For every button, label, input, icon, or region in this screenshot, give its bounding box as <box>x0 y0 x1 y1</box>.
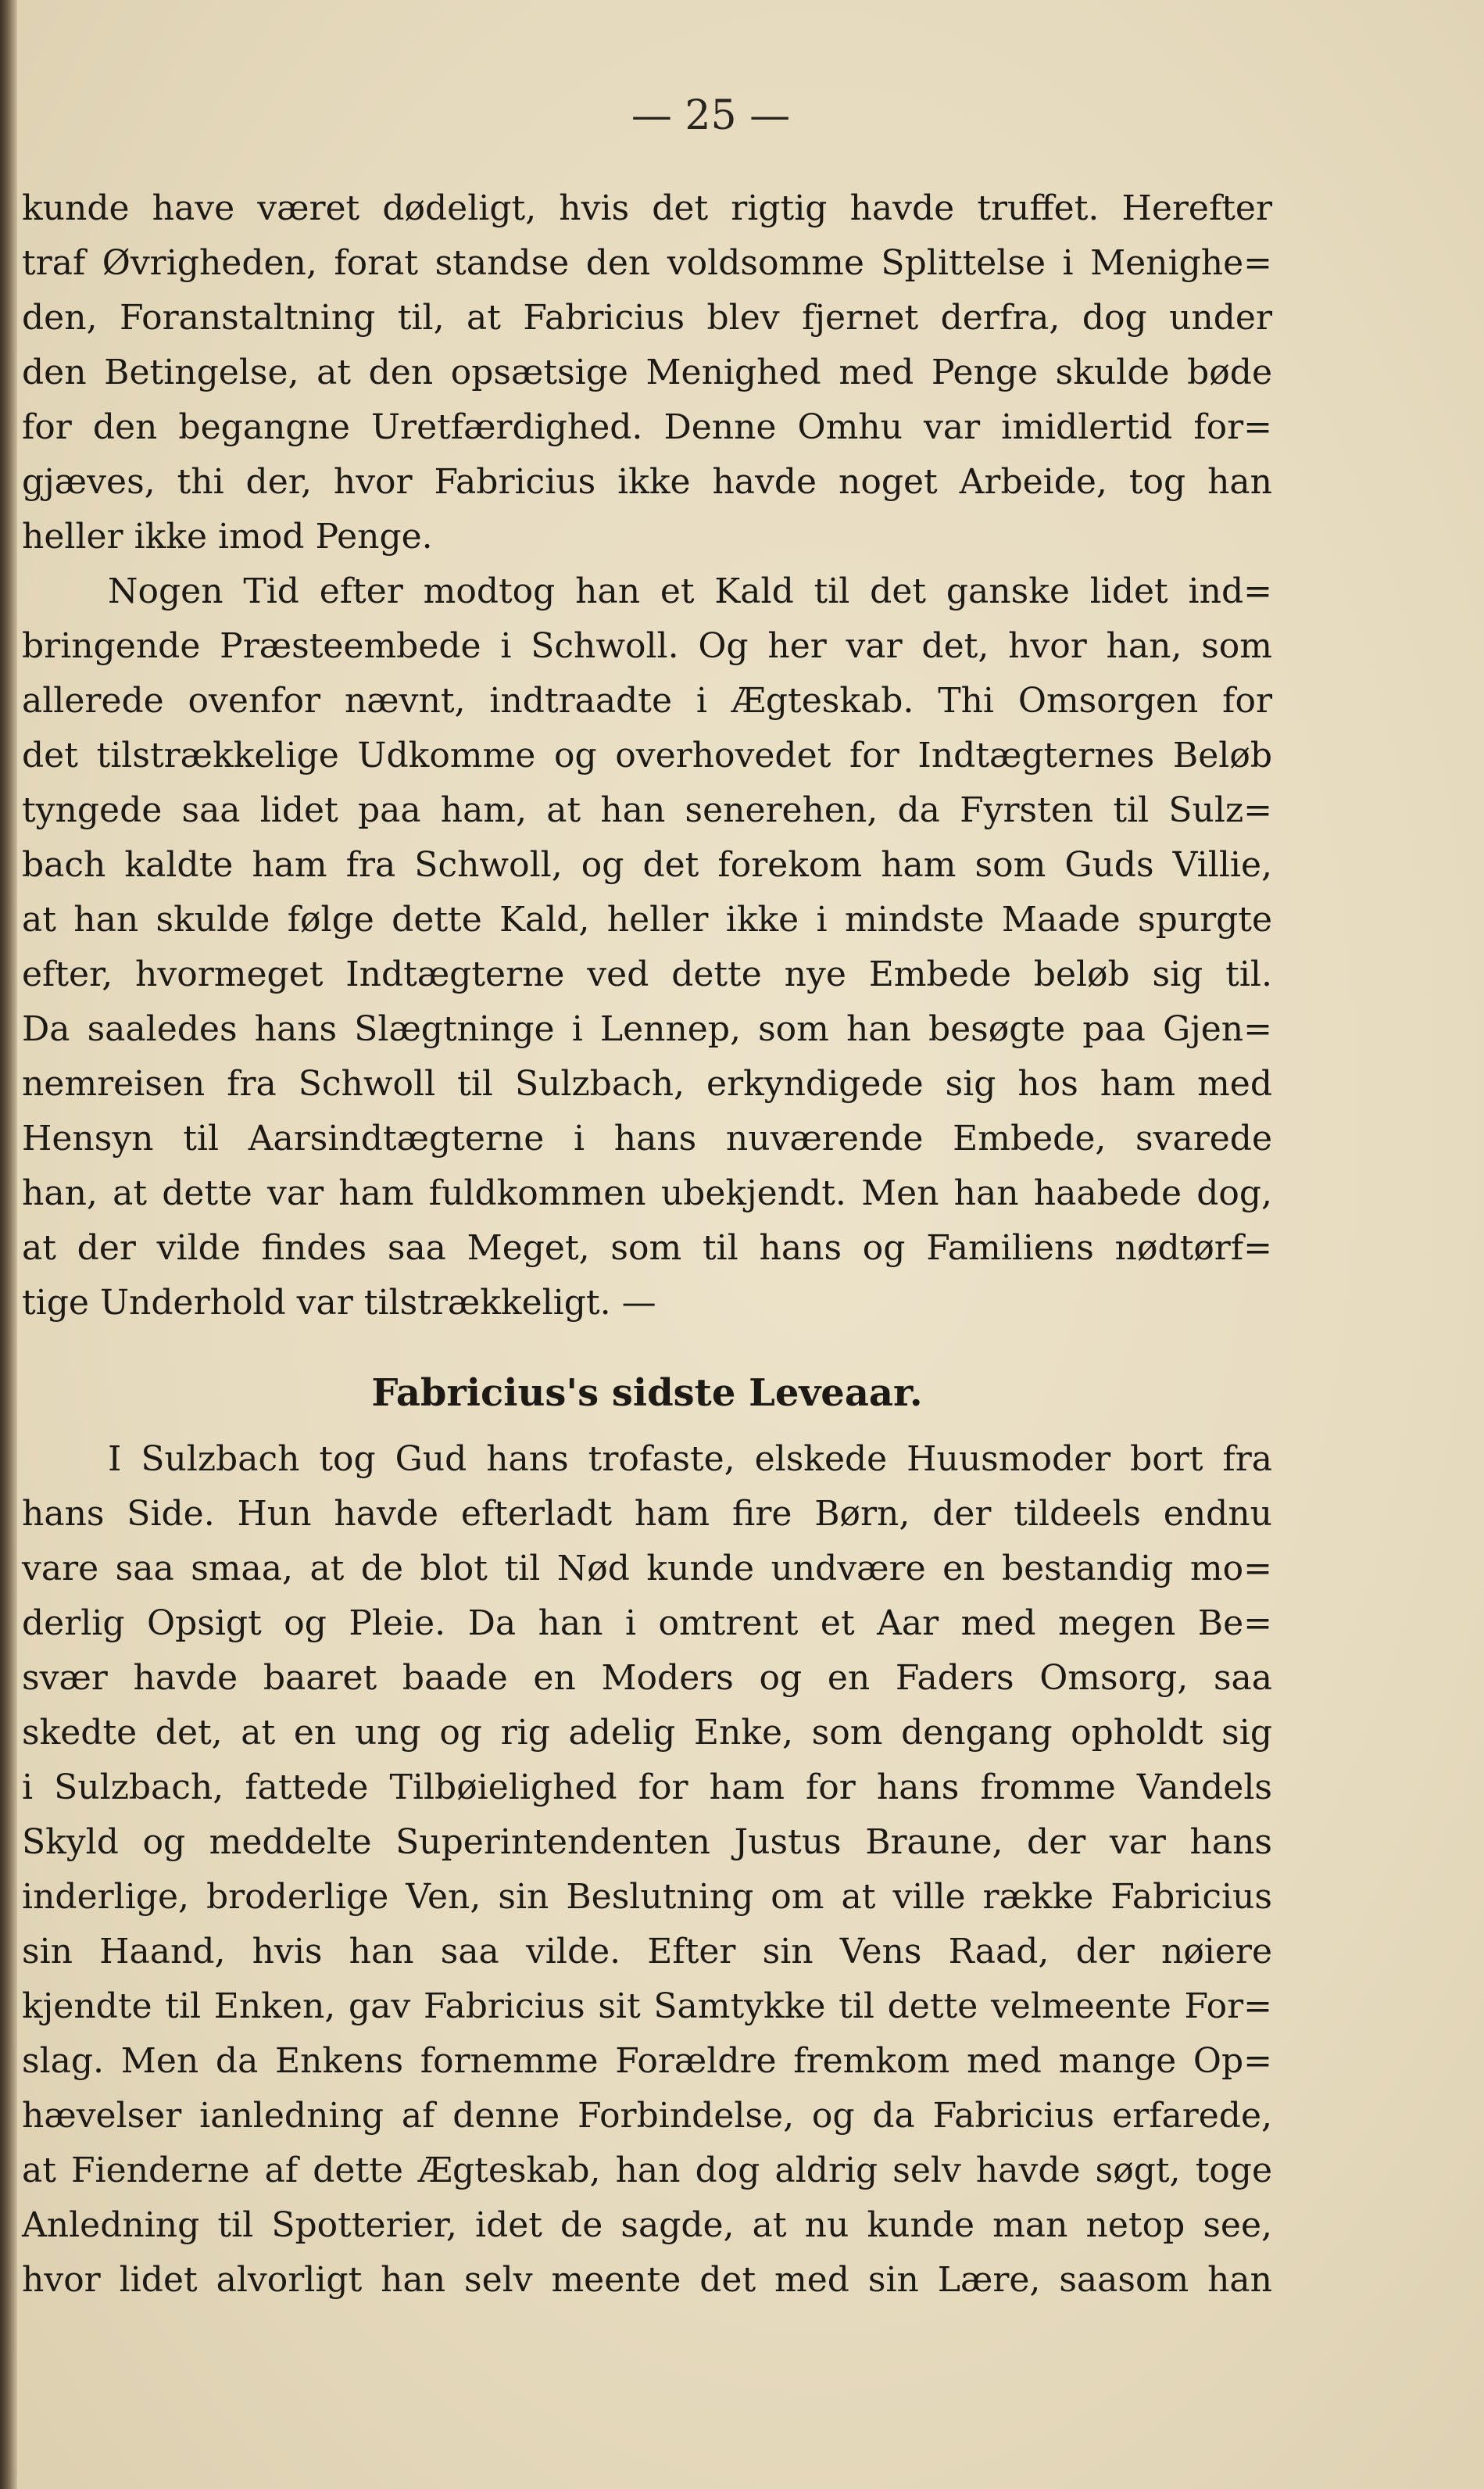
text-line: Skyld og meddelte Superintendenten Justus Braune, der var hans <box>22 1822 1272 1862</box>
text-line: tyngede saa lidet paa ham, at han senerehen, da Fyrsten til Sulz= <box>22 790 1272 830</box>
page-number: — 25 — <box>631 92 791 139</box>
text-line: nemreisen fra Schwoll til Sulzbach, erkyndigede sig hos ham med <box>22 1064 1272 1104</box>
book-spine-shadow <box>0 0 17 2489</box>
text-line: I Sulzbach tog Gud hans trofaste, elskede Huusmoder bort fra <box>108 1439 1272 1479</box>
text-line: den, Foranstaltning til, at Fabricius blev fjernet derfra, dog under <box>22 298 1272 338</box>
body-text <box>22 181 1272 2308</box>
paragraph-3 <box>22 1432 1272 2308</box>
text-line: den Betingelse, at den opsætsige Menighed med Penge skulde bøde <box>22 353 1272 392</box>
text-line: skedte det, at en ung og rig adelig Enke, som dengang opholdt sig <box>22 1713 1272 1753</box>
text-line: at Fienderne af dette Ægteskab, han dog aldrig selv havde søgt, toge <box>22 2151 1272 2190</box>
text-line: hævelser ianledning af denne Forbindelse, og da Fabricius erfarede, <box>22 2096 1272 2136</box>
text-line: derlig Opsigt og Pleie. Da han i omtrent et Aar med megen Be= <box>22 1603 1272 1643</box>
text-line: bringende Præsteembede i Schwoll. Og her var det, hvor han, som <box>22 626 1272 666</box>
text-line: Hensyn til Aarsindtægterne i hans nuværende Embede, svarede <box>22 1119 1272 1159</box>
text-line: inderlige, broderlige Ven, sin Beslutning om at ville række Fabricius <box>22 1877 1272 1917</box>
paragraph-1 <box>22 181 1272 564</box>
text-line: kunde have været dødeligt, hvis det rigtig havde truffet. Herefter <box>22 188 1272 228</box>
text-line: slag. Men da Enkens fornemme Forældre fremkom med mange Op= <box>22 2041 1272 2081</box>
text-line: bach kaldte ham fra Schwoll, og det forekom ham som Guds Villie, <box>22 845 1272 885</box>
text-line: Da saaledes hans Slægtninge i Lennep, som han besøgte paa Gjen= <box>22 1009 1272 1049</box>
text-line: Anledning til Spotterier, idet de sagde, at nu kunde man netop see, <box>22 2205 1272 2245</box>
text-line: hans Side. Hun havde efterladt ham fire Børn, der tildeels endnu <box>22 1494 1272 1534</box>
text-line: tige Underhold var tilstrækkeligt. — <box>22 1283 656 1323</box>
paragraph-2 <box>22 564 1272 1330</box>
text-line: traf Øvrigheden, forat standse den voldsomme Splittelse i Menighe= <box>22 243 1272 283</box>
text-line: at han skulde følge dette Kald, heller ikke i mindste Maade spurgte <box>22 900 1272 940</box>
text-line: svær havde baaret baade en Moders og en Faders Omsorg, saa <box>22 1658 1272 1698</box>
text-line: han, at dette var ham fuldkommen ubekjendt. Men han haabede dog, <box>22 1173 1272 1213</box>
section-heading: Fabricius's sidste Leveaar. <box>371 1371 923 1415</box>
text-line: hvor lidet alvorligt han selv meente det med sin Lære, saasom han <box>22 2260 1272 2300</box>
text-line: allerede ovenfor nævnt, indtraadte i Ægteskab. Thi Omsorgen for <box>22 681 1272 721</box>
text-line: kjendte til Enken, gav Fabricius sit Samtykke til dette velmeente For= <box>22 1986 1272 2026</box>
text-line: heller ikke imod Penge. <box>22 517 433 557</box>
text-line: efter, hvormeget Indtægterne ved dette nye Embede beløb sig til. <box>22 954 1272 994</box>
text-line: i Sulzbach, fattede Tilbøielighed for ham for hans fromme Vandels <box>22 1767 1272 1807</box>
text-line: at der vilde findes saa Meget, som til hans og Familiens nødtørf= <box>22 1228 1272 1268</box>
text-line: sin Haand, hvis han saa vilde. Efter sin Vens Raad, der nøiere <box>22 1932 1272 1972</box>
text-line: Nogen Tid efter modtog han et Kald til det ganske lidet ind= <box>108 571 1272 611</box>
text-line: gjæves, thi der, hvor Fabricius ikke havde noget Arbeide, tog han <box>22 462 1272 502</box>
text-line: det tilstrækkelige Udkomme og overhovedet for Indtægternes Beløb <box>22 736 1272 775</box>
text-line: vare saa smaa, at de blot til Nød kunde undvære en bestandig mo= <box>22 1549 1272 1588</box>
text-line: for den begangne Uretfærdighed. Denne Omhu var imidlertid for= <box>22 407 1272 447</box>
